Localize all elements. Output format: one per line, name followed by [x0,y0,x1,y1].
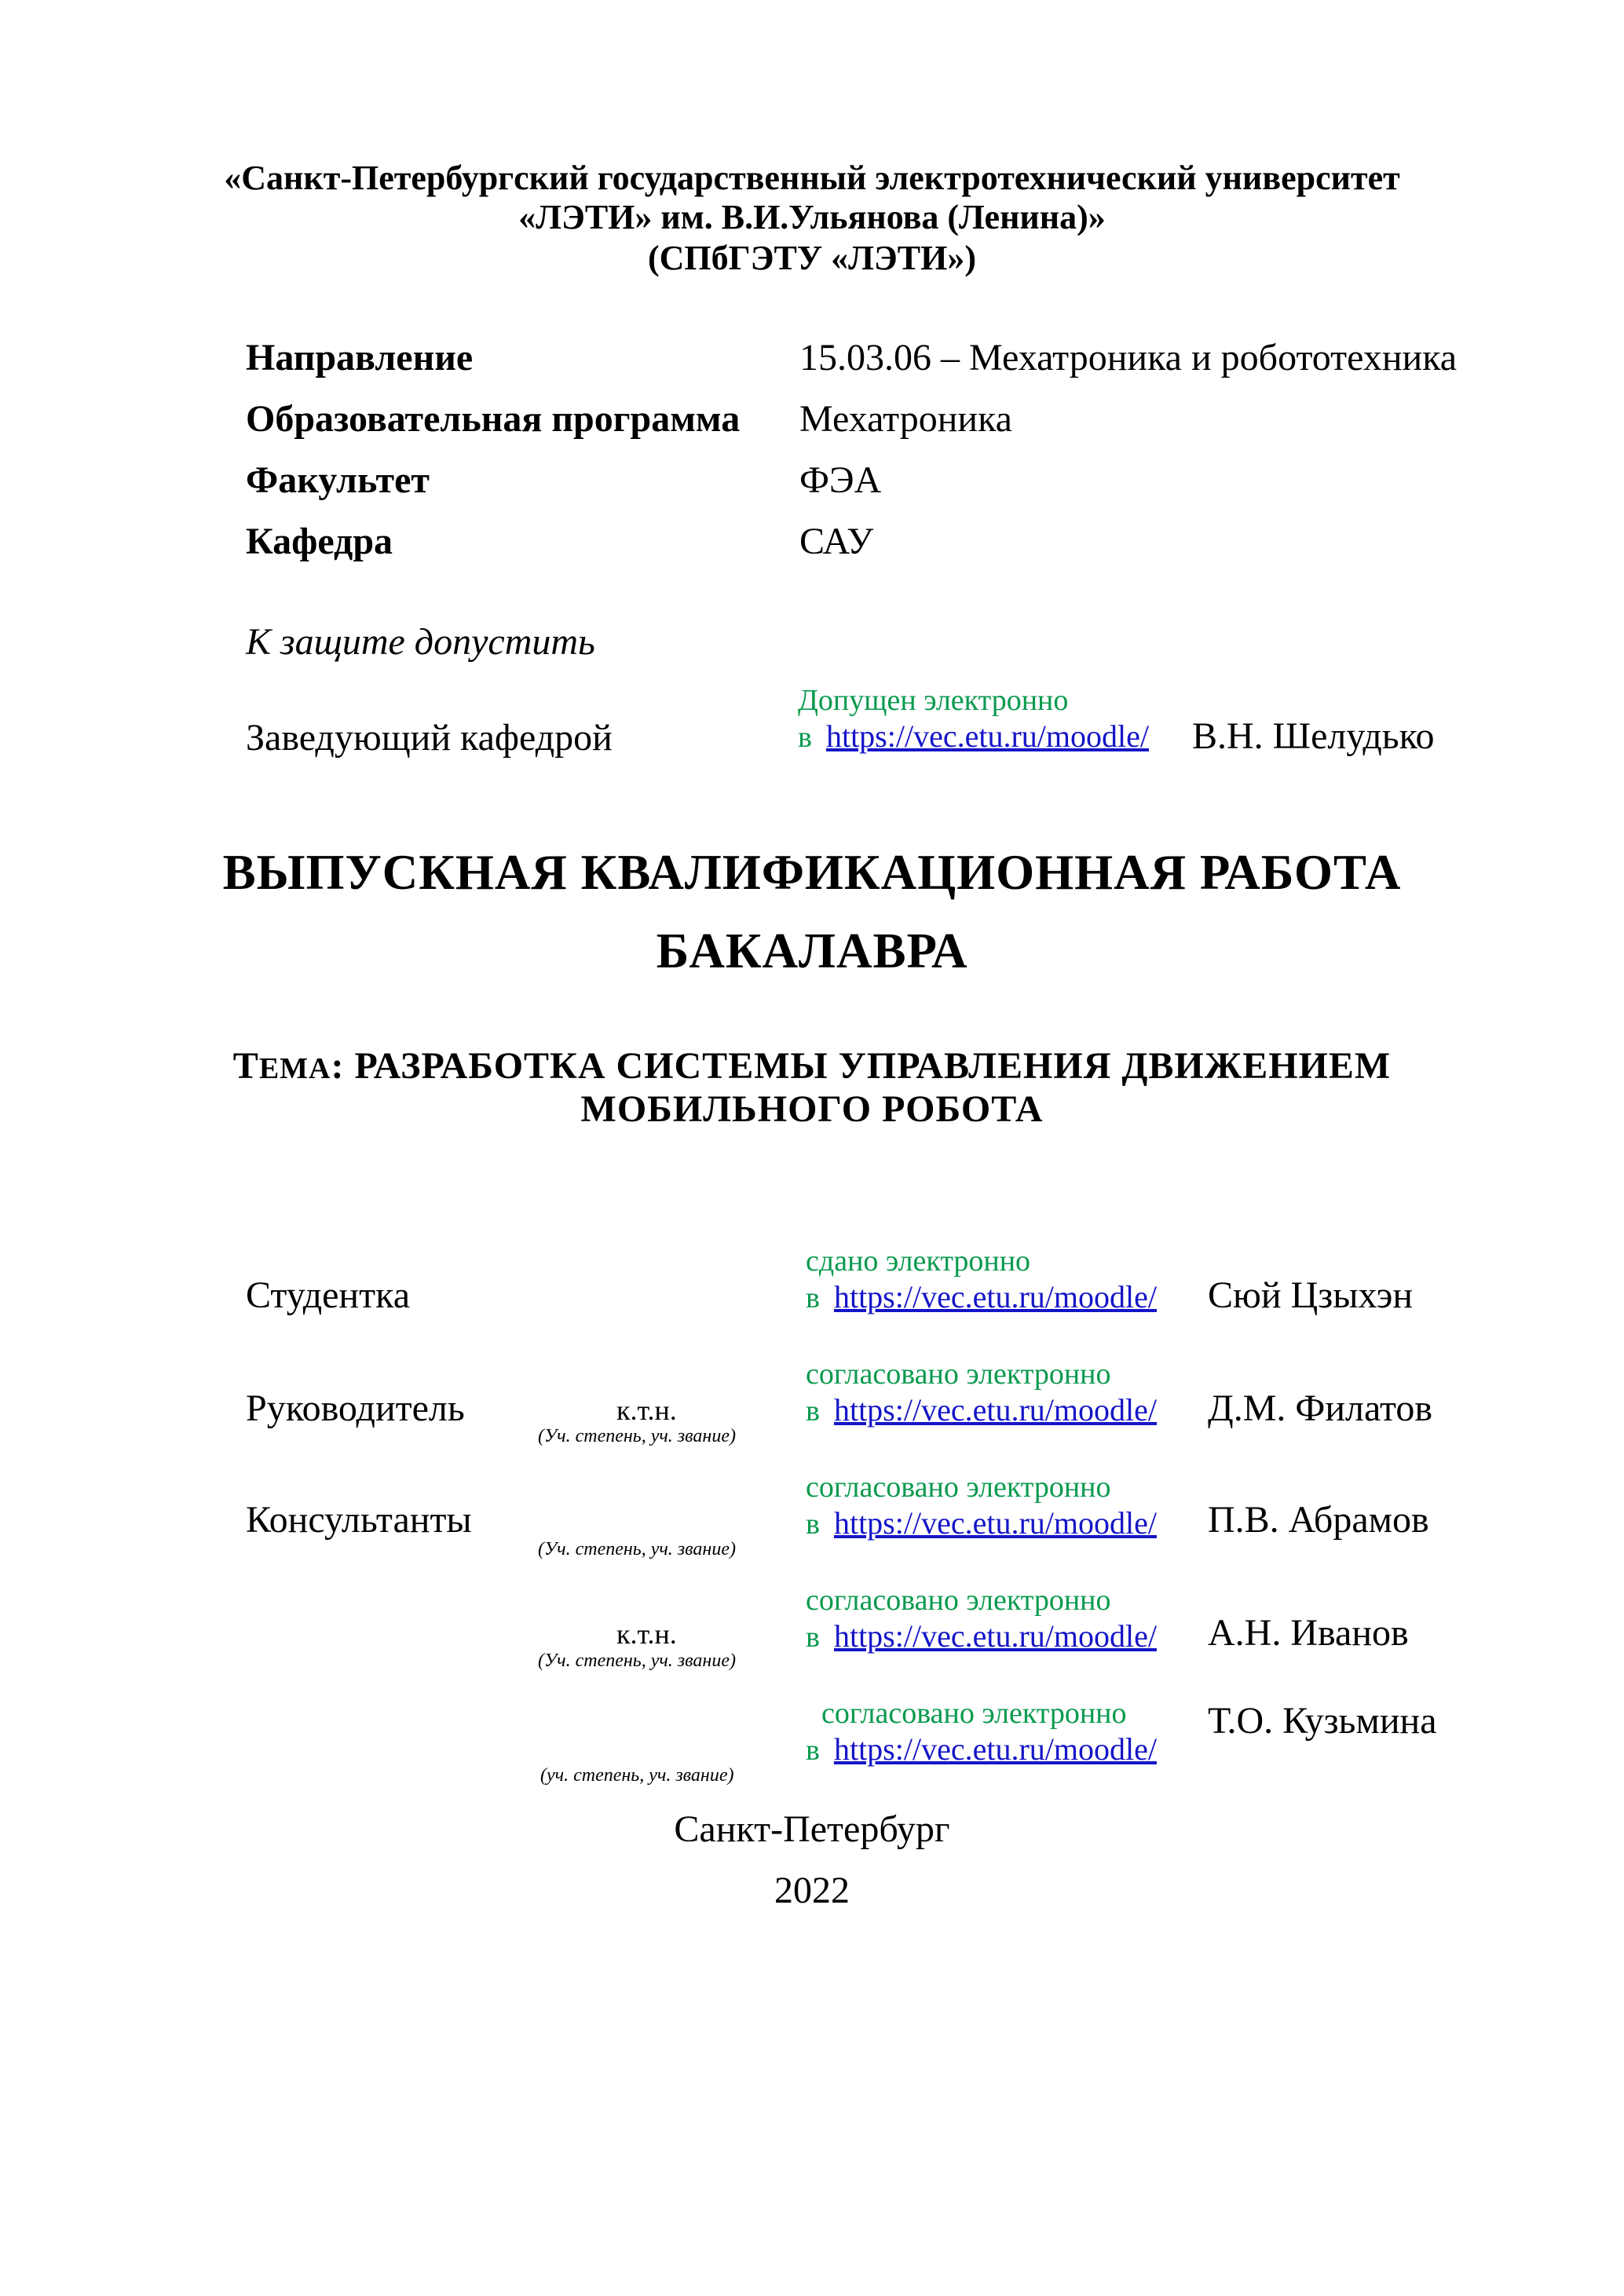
consultant-2-status: согласовано электронно [806,1584,1111,1617]
consultant-1-name: П.В. Абрамов [1208,1499,1429,1541]
student-role: Студентка [246,1274,410,1316]
thesis-title-line1: ВЫПУСКНАЯ КВАЛИФИКАЦИОННАЯ РАБОТА [222,845,1402,900]
university-abbreviation: (СПбГЭТУ «ЛЭТИ») [648,239,976,277]
consultant-2-degree: к.т.н. [616,1618,677,1650]
consultant-1-link[interactable]: https://vec.etu.ru/moodle/ [833,1505,1157,1541]
thesis-title-line2: БАКАЛАВРА [656,923,968,978]
topic-prefix-initial: Т [232,1045,259,1087]
consultant-2-degree-caption: (Уч. степень, уч. звание) [538,1651,736,1671]
supervisor-status: согласовано электронно [806,1358,1111,1391]
consultant-1-degree-caption: (Уч. степень, уч. звание) [538,1539,736,1559]
student-prefix: в [806,1281,820,1314]
direction-value: 15.03.06 – Мехатроника и робототехника [799,337,1458,378]
consultant-2-name: А.Н. Иванов [1208,1612,1409,1654]
consultant-3-link-row [806,1731,1157,1768]
supervisor-name: Д.М. Филатов [1208,1387,1433,1429]
approval-link[interactable]: https://vec.etu.ru/moodle/ [825,718,1149,754]
department-value: САУ [799,521,874,562]
footer-year: 2022 [774,1870,850,1911]
topic-text-line1: РАЗРАБОТКА СИСТЕМЫ УПРАВЛЕНИЯ ДВИЖЕНИЕМ [354,1045,1392,1087]
head-of-department-label: Заведующий кафедрой [246,717,613,759]
consultant-2-prefix: в [806,1621,820,1654]
supervisor-degree: к.т.н. [616,1395,677,1426]
program-value: Мехатроника [799,398,1012,440]
direction-label: Направление [246,337,474,378]
program-label: Образовательная программа [246,398,741,440]
student-link[interactable]: https://vec.etu.ru/moodle/ [833,1279,1157,1314]
consultants-role: Консультанты [246,1499,472,1541]
consultant-2-link[interactable]: https://vec.etu.ru/moodle/ [833,1618,1157,1654]
consultant-3-link[interactable]: https://vec.etu.ru/moodle/ [833,1731,1157,1767]
admit-to-defense: К защите допустить [246,621,595,663]
footer-city: Санкт-Петербург [674,1808,950,1850]
thesis-topic-line1 [0,1044,1624,1088]
university-name-line1: «Санкт-Петербургский государственный электротехнический университет [224,159,1400,197]
university-name-line2: «ЛЭТИ» им. В.И.Ульянова (Ленина)» [518,198,1106,236]
department-label: Кафедра [246,521,393,562]
faculty-label: Факультет [246,459,430,501]
consultant-1-link-row [806,1504,1157,1541]
thesis-topic-line2: МОБИЛЬНОГО РОБОТА [580,1088,1044,1130]
consultant-3-status: согласовано электронно [821,1697,1127,1730]
supervisor-link[interactable]: https://vec.etu.ru/moodle/ [833,1392,1157,1428]
consultant-3-name: Т.О. Кузьмина [1208,1700,1437,1742]
consultant-1-prefix: в [806,1508,820,1541]
student-name: Сюй Цзыхэн [1208,1274,1414,1316]
supervisor-degree-caption: (Уч. степень, уч. звание) [538,1426,736,1446]
topic-prefix-colon: : [331,1045,345,1087]
student-link-row [806,1278,1157,1315]
approval-status: Допущен электронно [798,684,1069,717]
topic-prefix-rest: ЕМА [258,1052,331,1085]
consultant-2-link-row [806,1618,1157,1654]
consultant-3-degree-caption: (уч. степень, уч. звание) [540,1765,734,1786]
supervisor-prefix: в [806,1395,820,1428]
consultant-1-status: согласовано электронно [806,1471,1111,1504]
consultant-3-prefix: в [806,1734,820,1767]
head-of-department-name: В.Н. Шелудько [1192,715,1435,757]
approval-prefix: в [798,721,812,754]
supervisor-role: Руководитель [246,1387,465,1429]
supervisor-link-row [806,1391,1157,1428]
faculty-value: ФЭА [799,459,882,501]
student-status: сдано электронно [806,1245,1031,1278]
approval-link-row [798,718,1149,755]
